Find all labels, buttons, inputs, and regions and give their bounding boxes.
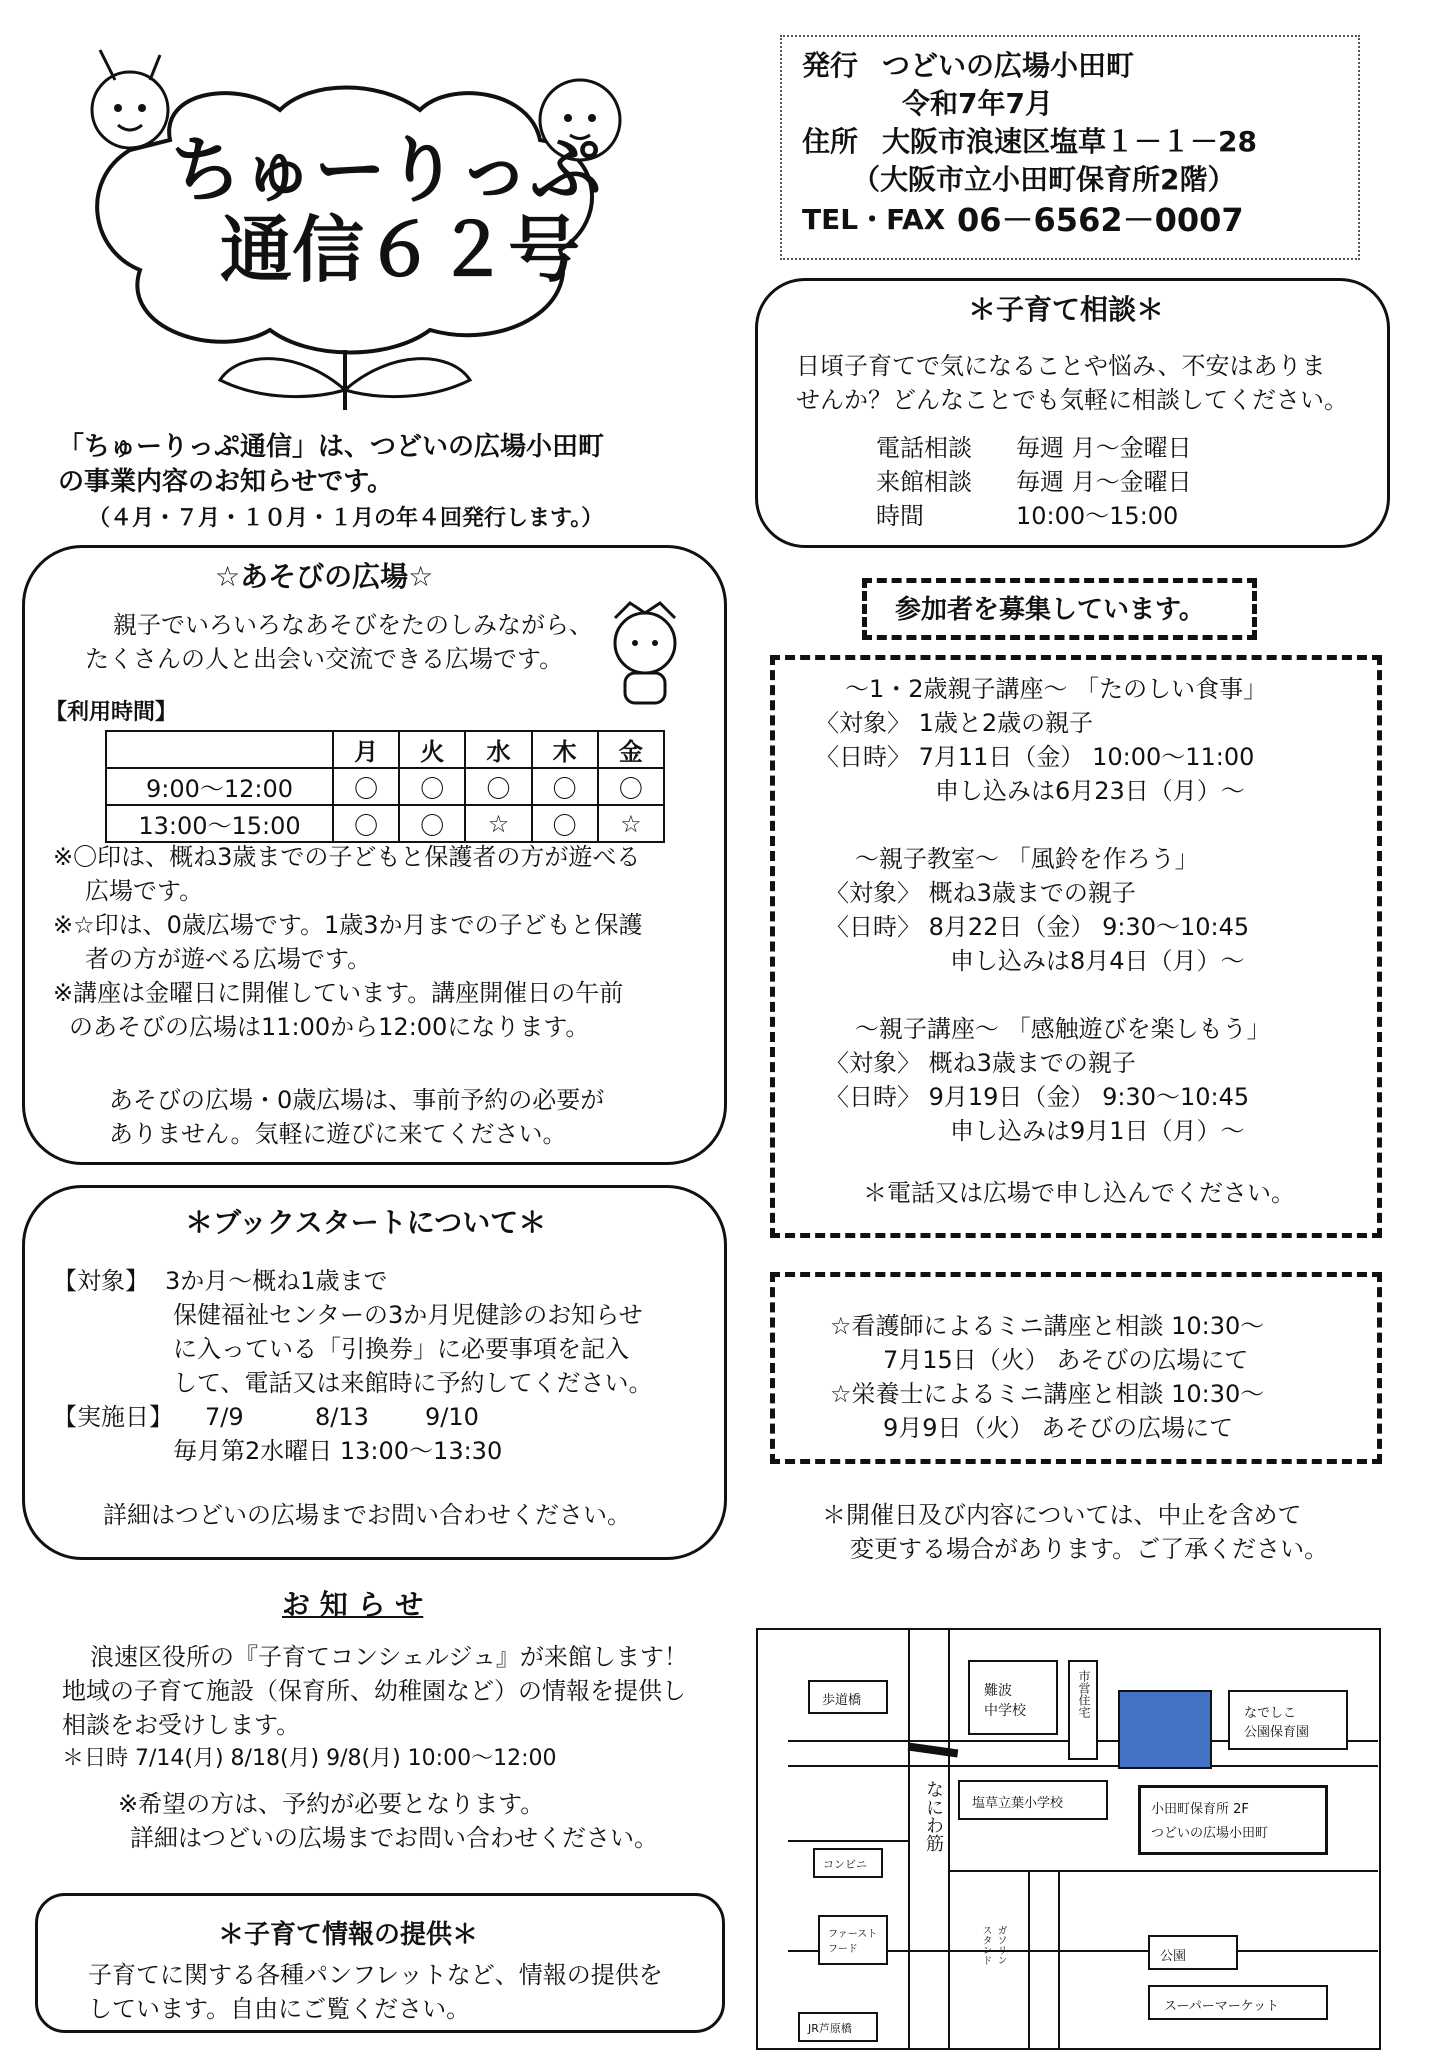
bookstart-date-label: 【実施日】: [53, 1403, 173, 1431]
map-label: 小田町保育所 2F: [1151, 1802, 1249, 1817]
fastfood-box: [818, 1915, 888, 1965]
time-cell: 9:00～12:00: [106, 768, 333, 805]
info-line: 子育てに関する各種パンフレットなど、情報の提供を: [88, 1961, 663, 1989]
mini-line: 7月15日（火） あそびの広場にて: [883, 1346, 1249, 1374]
bookstart-schedule: 毎月第2水曜日 13:00～13:30: [173, 1437, 503, 1465]
day-header: 木: [532, 731, 598, 768]
intro-line: （４月・７月・１０月・１月の年４回発行します。）: [88, 506, 604, 531]
mini-line: ☆栄養士によるミニ講座と相談 10:30～: [830, 1380, 1265, 1408]
publisher-box: [780, 35, 1360, 260]
course-date: 〈日時〉 7月11日（金） 10:00～11:00: [815, 743, 1255, 771]
day-header: 水: [465, 731, 531, 768]
course-target: 〈対象〉 1歳と2歳の親子: [815, 709, 1094, 737]
asobi-note: 広場です。: [85, 877, 204, 905]
intro-line: の事業内容のお知らせです。: [58, 467, 394, 497]
asobi-note: のあそびの広場は11:00から12:00になります。: [69, 1013, 590, 1041]
course-target: 〈対象〉 概ね3歳までの親子: [825, 879, 1136, 907]
bookstart-detail: して、電話又は来館時に予約してください。: [173, 1369, 653, 1397]
tel-label: TEL・FAX: [802, 203, 946, 236]
mini-line: ☆看護師によるミニ講座と相談 10:30～: [830, 1312, 1265, 1340]
issuer: つどいの広場小田町: [882, 49, 1135, 82]
mark-cell: 〇: [532, 805, 598, 842]
mark-cell: 〇: [399, 768, 465, 805]
map-label: ファースト フード: [828, 1929, 878, 1955]
oshirase-line: 相談をお受けします。: [62, 1711, 301, 1739]
course-date: 〈日時〉 8月22日（金） 9:30～10:45: [825, 913, 1250, 941]
bookstart-target-label: 【対象】: [53, 1267, 149, 1295]
issue-label: 発行: [802, 49, 859, 82]
newsletter-title-line1: ちゅーりっぷ: [170, 128, 603, 212]
address: 大阪市浪速区塩草１－１－28: [882, 125, 1257, 158]
map-label: 塩草立葉小学校: [972, 1796, 1064, 1811]
asobi-desc: 親子でいろいろなあそびをたのしみながら、: [113, 611, 593, 639]
course-apply: 申し込みは9月1日（月）～: [950, 1117, 1245, 1145]
notice-line: 変更する場合があります。ご了承ください。: [850, 1535, 1329, 1563]
bookstart-detail: 保健福祉センターの3か月児健診のお知らせ: [173, 1301, 643, 1329]
notice-line: ＊開催日及び内容については、中止を含めて: [822, 1501, 1302, 1529]
school-box: [968, 1660, 1058, 1735]
soudan-label: 来館相談: [876, 468, 972, 496]
bookstart-detail: に入っている「引換券」に必要事項を記入: [173, 1335, 629, 1363]
section-title: ☆あそびの広場☆: [215, 560, 434, 593]
map-label: 公園: [1160, 1949, 1187, 1964]
map-label: 難波 中学校: [984, 1683, 1026, 1719]
bookstart-footer: 詳細はつどいの広場までお問い合わせください。: [103, 1501, 631, 1529]
hours-label: 【利用時間】: [45, 700, 178, 725]
soudan-desc: せんか？どんなことでも気軽に相談してください。: [796, 386, 1348, 414]
soudan-value: 毎週 月～金曜日: [1016, 468, 1192, 496]
title-illustration: [60, 30, 630, 410]
mark-cell: 〇: [465, 768, 531, 805]
info-line: しています。自由にご覧ください。: [88, 1995, 471, 2023]
elementary-box: [958, 1780, 1108, 1820]
schedule-table: [105, 730, 665, 843]
map-label: なでしこ 公園保育園: [1244, 1706, 1310, 1740]
park-box: [1148, 1935, 1238, 1970]
mark-cell: 〇: [333, 805, 399, 842]
course-name: ～親子教室～ 「風鈴を作ろう」: [855, 845, 1199, 873]
bookstart-target: 3か月～概ね1歳まで: [165, 1267, 388, 1295]
mark-cell: 〇: [333, 768, 399, 805]
course-apply: 申し込みは8月4日（月）～: [950, 947, 1245, 975]
mark-cell: 〇: [399, 805, 465, 842]
soudan-section: [755, 278, 1390, 548]
newsletter-title-line2: 通信６２号: [220, 208, 581, 292]
asobi-note: ※☆印は、0歳広場です。1歳3か月までの子どもと保護: [53, 911, 643, 939]
soudan-desc: 日頃子育てで気になることや悩み、不安はありま: [796, 352, 1326, 380]
recruit-title-box: [862, 578, 1257, 640]
asobi-footer: あそびの広場・0歳広場は、事前予約の必要が: [109, 1086, 605, 1114]
asobi-note: ※〇印は、概ね3歳までの子どもと保護者の方が遊べる: [53, 843, 641, 871]
soudan-value: 10:00～15:00: [1016, 502, 1179, 530]
mini-line: 9月9日（火） あそびの広場にて: [883, 1414, 1234, 1442]
soudan-label: 時間: [876, 502, 924, 530]
mark-cell: 〇: [532, 768, 598, 805]
oshirase-note: ※希望の方は、予約が必要となります。: [118, 1790, 545, 1818]
day-header: 火: [399, 731, 465, 768]
map-label: JR芦原橋: [808, 2022, 852, 2035]
map-label: ガソリン スタンド: [980, 1925, 1006, 1965]
bookstart-date: 9/10: [425, 1403, 479, 1431]
mark-cell: 〇: [598, 768, 664, 805]
section-title: ＊ブックスタートについて＊: [185, 1206, 547, 1239]
info-section: [35, 1893, 725, 2033]
oshirase-line: 浪速区役所の『子育てコンシェルジュ』が来館します！: [90, 1643, 688, 1671]
course-date: 〈日時〉 9月19日（金） 9:30～10:45: [825, 1083, 1250, 1111]
destination-label-box: [1138, 1785, 1328, 1855]
address-label: 住所: [802, 125, 859, 158]
recruit-section: [770, 655, 1382, 1238]
soudan-label: 電話相談: [876, 434, 972, 462]
soudan-value: 毎週 月～金曜日: [1016, 434, 1192, 462]
access-map: [756, 1628, 1381, 2050]
intro-line: 「ちゅーりっぷ通信」は、つどいの広場小田町: [58, 432, 605, 462]
recruit-note: ＊電話又は広場で申し込んでください。: [863, 1179, 1295, 1207]
asobi-note: 者の方が遊べる広場です。: [85, 945, 372, 973]
recruit-title: 参加者を募集しています。: [895, 595, 1205, 625]
section-title: ＊子育て相談＊: [968, 293, 1165, 326]
map-label: 市営住宅: [1077, 1670, 1091, 1718]
tel-number: 06－6562－0007: [957, 201, 1244, 239]
section-title: ＊子育て情報の提供＊: [218, 1920, 479, 1950]
destination-building: [1118, 1690, 1212, 1769]
oshirase-line: 地域の子育て施設（保育所、幼稚園など）の情報を提供し: [62, 1677, 686, 1705]
course-target: 〈対象〉 概ね3歳までの親子: [825, 1049, 1136, 1077]
course-apply: 申し込みは6月23日（月）～: [935, 777, 1245, 805]
map-label: つどいの広場小田町: [1151, 1826, 1269, 1841]
address-note: （大阪市立小田町保育所2階）: [852, 163, 1236, 196]
asobi-section: [22, 545, 727, 1165]
map-label: コンビニ: [823, 1858, 867, 1871]
course-name: ～1・2歳親子講座～ 「たのしい食事」: [845, 675, 1268, 703]
oshirase-date: ＊日時 7/14(月) 8/18(月) 9/8(月) 10:00～12:00: [62, 1746, 557, 1771]
map-label: 歩道橋: [822, 1693, 862, 1708]
child-illustration-icon: [590, 588, 700, 708]
day-header: 月: [333, 731, 399, 768]
nadeshiko-box: [1228, 1690, 1348, 1750]
asobi-desc: たくさんの人と出会い交流できる広場です。: [85, 645, 564, 673]
asobi-note: ※講座は金曜日に開催しています。講座開催日の午前: [53, 979, 624, 1007]
oshirase-note: 詳細はつどいの広場までお問い合わせください。: [130, 1824, 658, 1852]
conveni-box: [813, 1848, 883, 1878]
oshirase-title: お 知 ら せ: [282, 1588, 424, 1621]
super-box: [1148, 1985, 1328, 2020]
bookstart-date: 7/9: [205, 1403, 244, 1431]
issue-date: 令和7年7月: [902, 87, 1053, 120]
mini-lecture-section: [770, 1272, 1382, 1464]
hodokyo-box: [808, 1680, 888, 1714]
time-cell: 13:00～15:00: [106, 805, 333, 842]
map-label: なにわ筋: [923, 1780, 944, 1852]
shiei-box: [1068, 1660, 1098, 1760]
course-name: ～親子講座～ 「感触遊びを楽しもう」: [855, 1015, 1271, 1043]
bookstart-date: 8/13: [315, 1403, 369, 1431]
day-header: 金: [598, 731, 664, 768]
map-label: スーパーマーケット: [1164, 1999, 1280, 2014]
asobi-footer: ありません。気軽に遊びに来てください。: [109, 1120, 567, 1148]
mark-cell: ☆: [598, 805, 664, 842]
mark-cell: ☆: [465, 805, 531, 842]
bookstart-section: [22, 1185, 727, 1560]
station-box: [798, 2012, 878, 2042]
